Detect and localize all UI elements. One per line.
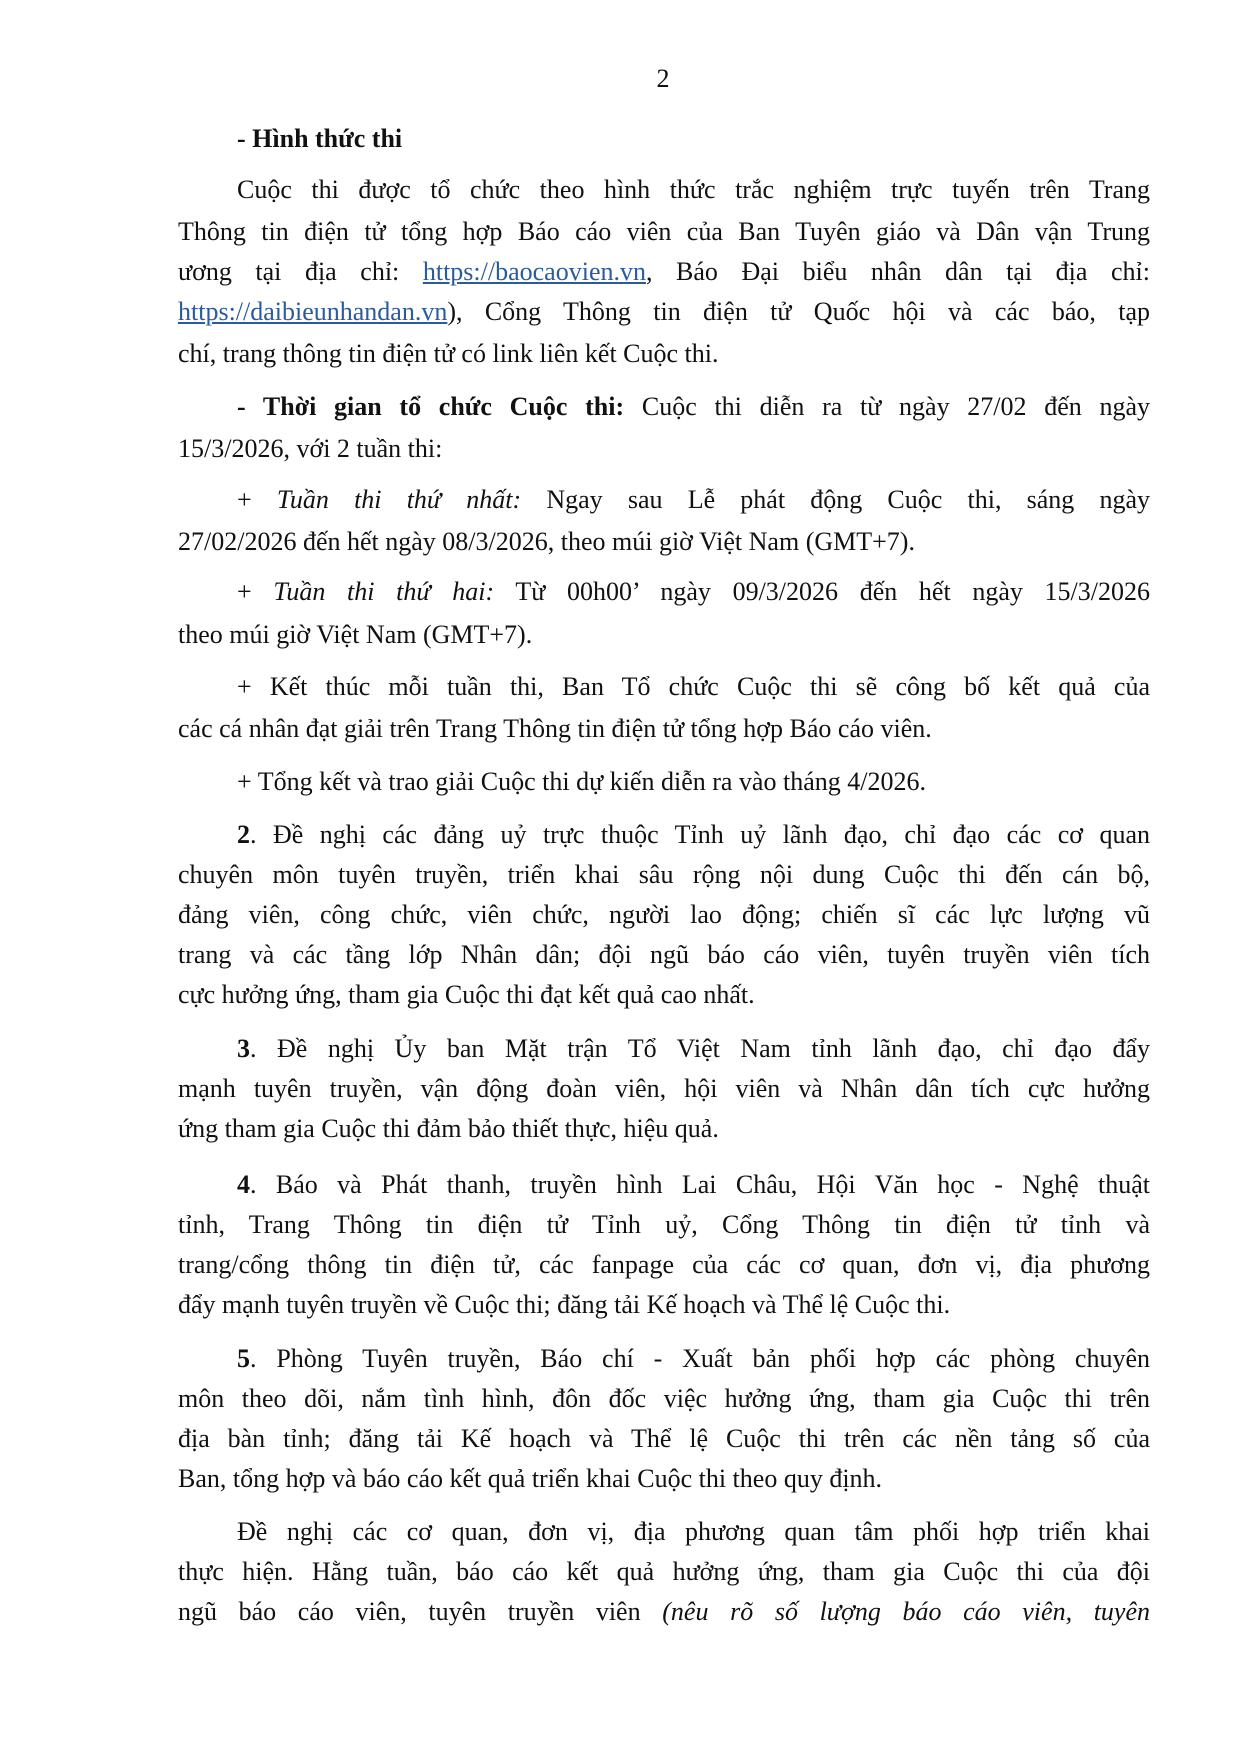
- paragraph-line: mạnh tuyên truyền, vận động đoàn viên, hội viên và Nhân dân tích cực hưởng: [178, 1074, 1150, 1103]
- paragraph-line: [178, 252, 1150, 292]
- text-segment: Từ 00h00’ ngày 09/3/2026 đến hết ngày 15/3/2026: [515, 577, 1150, 606]
- text-segment: . Đề nghị Ủy ban Mặt trận Tổ Việt Nam tỉnh lãnh đạo, chỉ đạo đẩy: [250, 1034, 1150, 1063]
- paragraph-line: đẩy mạnh tuyên truyền về Cuộc thi; đăng tải Kế hoạch và Thể lệ Cuộc thi.: [178, 1290, 951, 1319]
- paragraph-line: [237, 480, 1150, 520]
- item-5-line: [237, 1339, 1150, 1379]
- section-heading-form: - Hình thức thi: [237, 124, 403, 153]
- paragraph-line: trang/cổng thông tin điện tử, các fanpage của các cơ quan, đơn vị, địa phương: [178, 1250, 1150, 1279]
- paragraph-line: môn theo dõi, nắm tình hình, đôn đốc việc hưởng ứng, tham gia Cuộc thi trên: [178, 1384, 1150, 1413]
- item-number: 4: [237, 1170, 250, 1199]
- text-segment: ), Cổng Thông tin điện tử Quốc hội và các báo, tạp: [447, 297, 1150, 326]
- text-segment: . Đề nghị các đảng uỷ trực thuộc Tỉnh uỷ lãnh đạo, chỉ đạo các cơ quan: [250, 820, 1150, 849]
- text-segment: . Phòng Tuyên truyền, Báo chí - Xuất bản phối hợp các phòng chuyên: [250, 1344, 1150, 1373]
- week2-label: Tuần thi thứ hai:: [273, 577, 495, 606]
- paragraph-line: + Tổng kết và trao giải Cuộc thi dự kiến diễn ra vào tháng 4/2026.: [237, 767, 926, 796]
- link-baocaovien[interactable]: https://baocaovien.vn: [422, 257, 646, 286]
- paragraph-line: [178, 1592, 1150, 1632]
- paragraph-line: 15/3/2026, với 2 tuần thi:: [178, 434, 443, 463]
- paragraph-line: đảng viên, công chức, viên chức, người lao động; chiến sĩ các lực lượng vũ: [178, 900, 1150, 929]
- paragraph-line: + Kết thúc mỗi tuần thi, Ban Tổ chức Cuộc thi sẽ công bố kết quả của: [237, 672, 1150, 701]
- paragraph-line: [178, 292, 1150, 332]
- item-3-line: [237, 1029, 1150, 1069]
- paragraph-line: [237, 387, 1150, 427]
- paragraph-line: cực hưởng ứng, tham gia Cuộc thi đạt kết quả cao nhất.: [178, 980, 755, 1009]
- paragraph-line: các cá nhân đạt giải trên Trang Thông tin điện tử tổng hợp Báo cáo viên.: [178, 714, 932, 743]
- bullet-plus: +: [237, 485, 252, 514]
- item-number: 3: [237, 1034, 250, 1063]
- paragraph-line: 27/02/2026 đến hết ngày 08/3/2026, theo múi giờ Việt Nam (GMT+7).: [178, 527, 915, 556]
- item-number: 5: [237, 1344, 250, 1373]
- paragraph-line: [237, 572, 1150, 612]
- text-segment: ương tại địa chỉ:: [178, 257, 400, 286]
- paragraph-line: Ban, tổng hợp và báo cáo kết quả triển khai Cuộc thi theo quy định.: [178, 1464, 883, 1493]
- text-segment: ngũ báo cáo viên, tuyên truyền viên: [178, 1597, 641, 1626]
- paragraph-line: trang và các tầng lớp Nhân dân; đội ngũ báo cáo viên, tuyên truyền viên tích: [178, 940, 1150, 969]
- link-daibieunhandan[interactable]: https://daibieunhandan.vn: [178, 297, 448, 326]
- paragraph-line: ứng tham gia Cuộc thi đảm bảo thiết thực, hiệu quả.: [178, 1114, 719, 1143]
- paragraph-line: Cuộc thi được tổ chức theo hình thức trắc nghiệm trực tuyến trên Trang: [237, 175, 1150, 204]
- section-heading-time: - Thời gian tổ chức Cuộc thi:: [237, 392, 625, 421]
- italic-note: (nêu rõ số lượng báo cáo viên, tuyên: [662, 1597, 1150, 1626]
- paragraph-line: chí, trang thông tin điện tử có link liên kết Cuộc thi.: [178, 339, 719, 368]
- paragraph-line: theo múi giờ Việt Nam (GMT+7).: [178, 620, 533, 649]
- paragraph-line: Thông tin điện tử tổng hợp Báo cáo viên của Ban Tuyên giáo và Dân vận Trung: [178, 217, 1150, 246]
- text-segment: Cuộc thi diễn ra từ ngày 27/02 đến ngày: [641, 392, 1150, 421]
- paragraph-line: thực hiện. Hằng tuần, báo cáo kết quả hưởng ứng, tham gia Cuộc thi của đội: [178, 1557, 1150, 1586]
- paragraph-line: địa bàn tỉnh; đăng tải Kế hoạch và Thể lệ Cuộc thi trên các nền tảng số của: [178, 1424, 1150, 1453]
- page-number: 2: [656, 64, 670, 93]
- bullet-plus: +: [237, 577, 252, 606]
- week1-label: Tuần thi thứ nhất:: [276, 485, 522, 514]
- text-segment: . Báo và Phát thanh, truyền hình Lai Châu, Hội Văn học - Nghệ thuật: [250, 1170, 1150, 1199]
- paragraph-line: Đề nghị các cơ quan, đơn vị, địa phương quan tâm phối hợp triển khai: [237, 1517, 1150, 1546]
- item-4-line: [237, 1165, 1150, 1205]
- text-segment: , Báo Đại biểu nhân dân tại địa chỉ:: [645, 257, 1150, 286]
- item-number: 2: [237, 820, 250, 849]
- text-segment: Ngay sau Lễ phát động Cuộc thi, sáng ngày: [546, 485, 1150, 514]
- item-2-line: [237, 815, 1150, 855]
- paragraph-line: tỉnh, Trang Thông tin điện tử Tỉnh uỷ, Cổng Thông tin điện tử tỉnh và: [178, 1210, 1150, 1239]
- paragraph-line: chuyên môn tuyên truyền, triển khai sâu rộng nội dung Cuộc thi đến cán bộ,: [178, 860, 1150, 889]
